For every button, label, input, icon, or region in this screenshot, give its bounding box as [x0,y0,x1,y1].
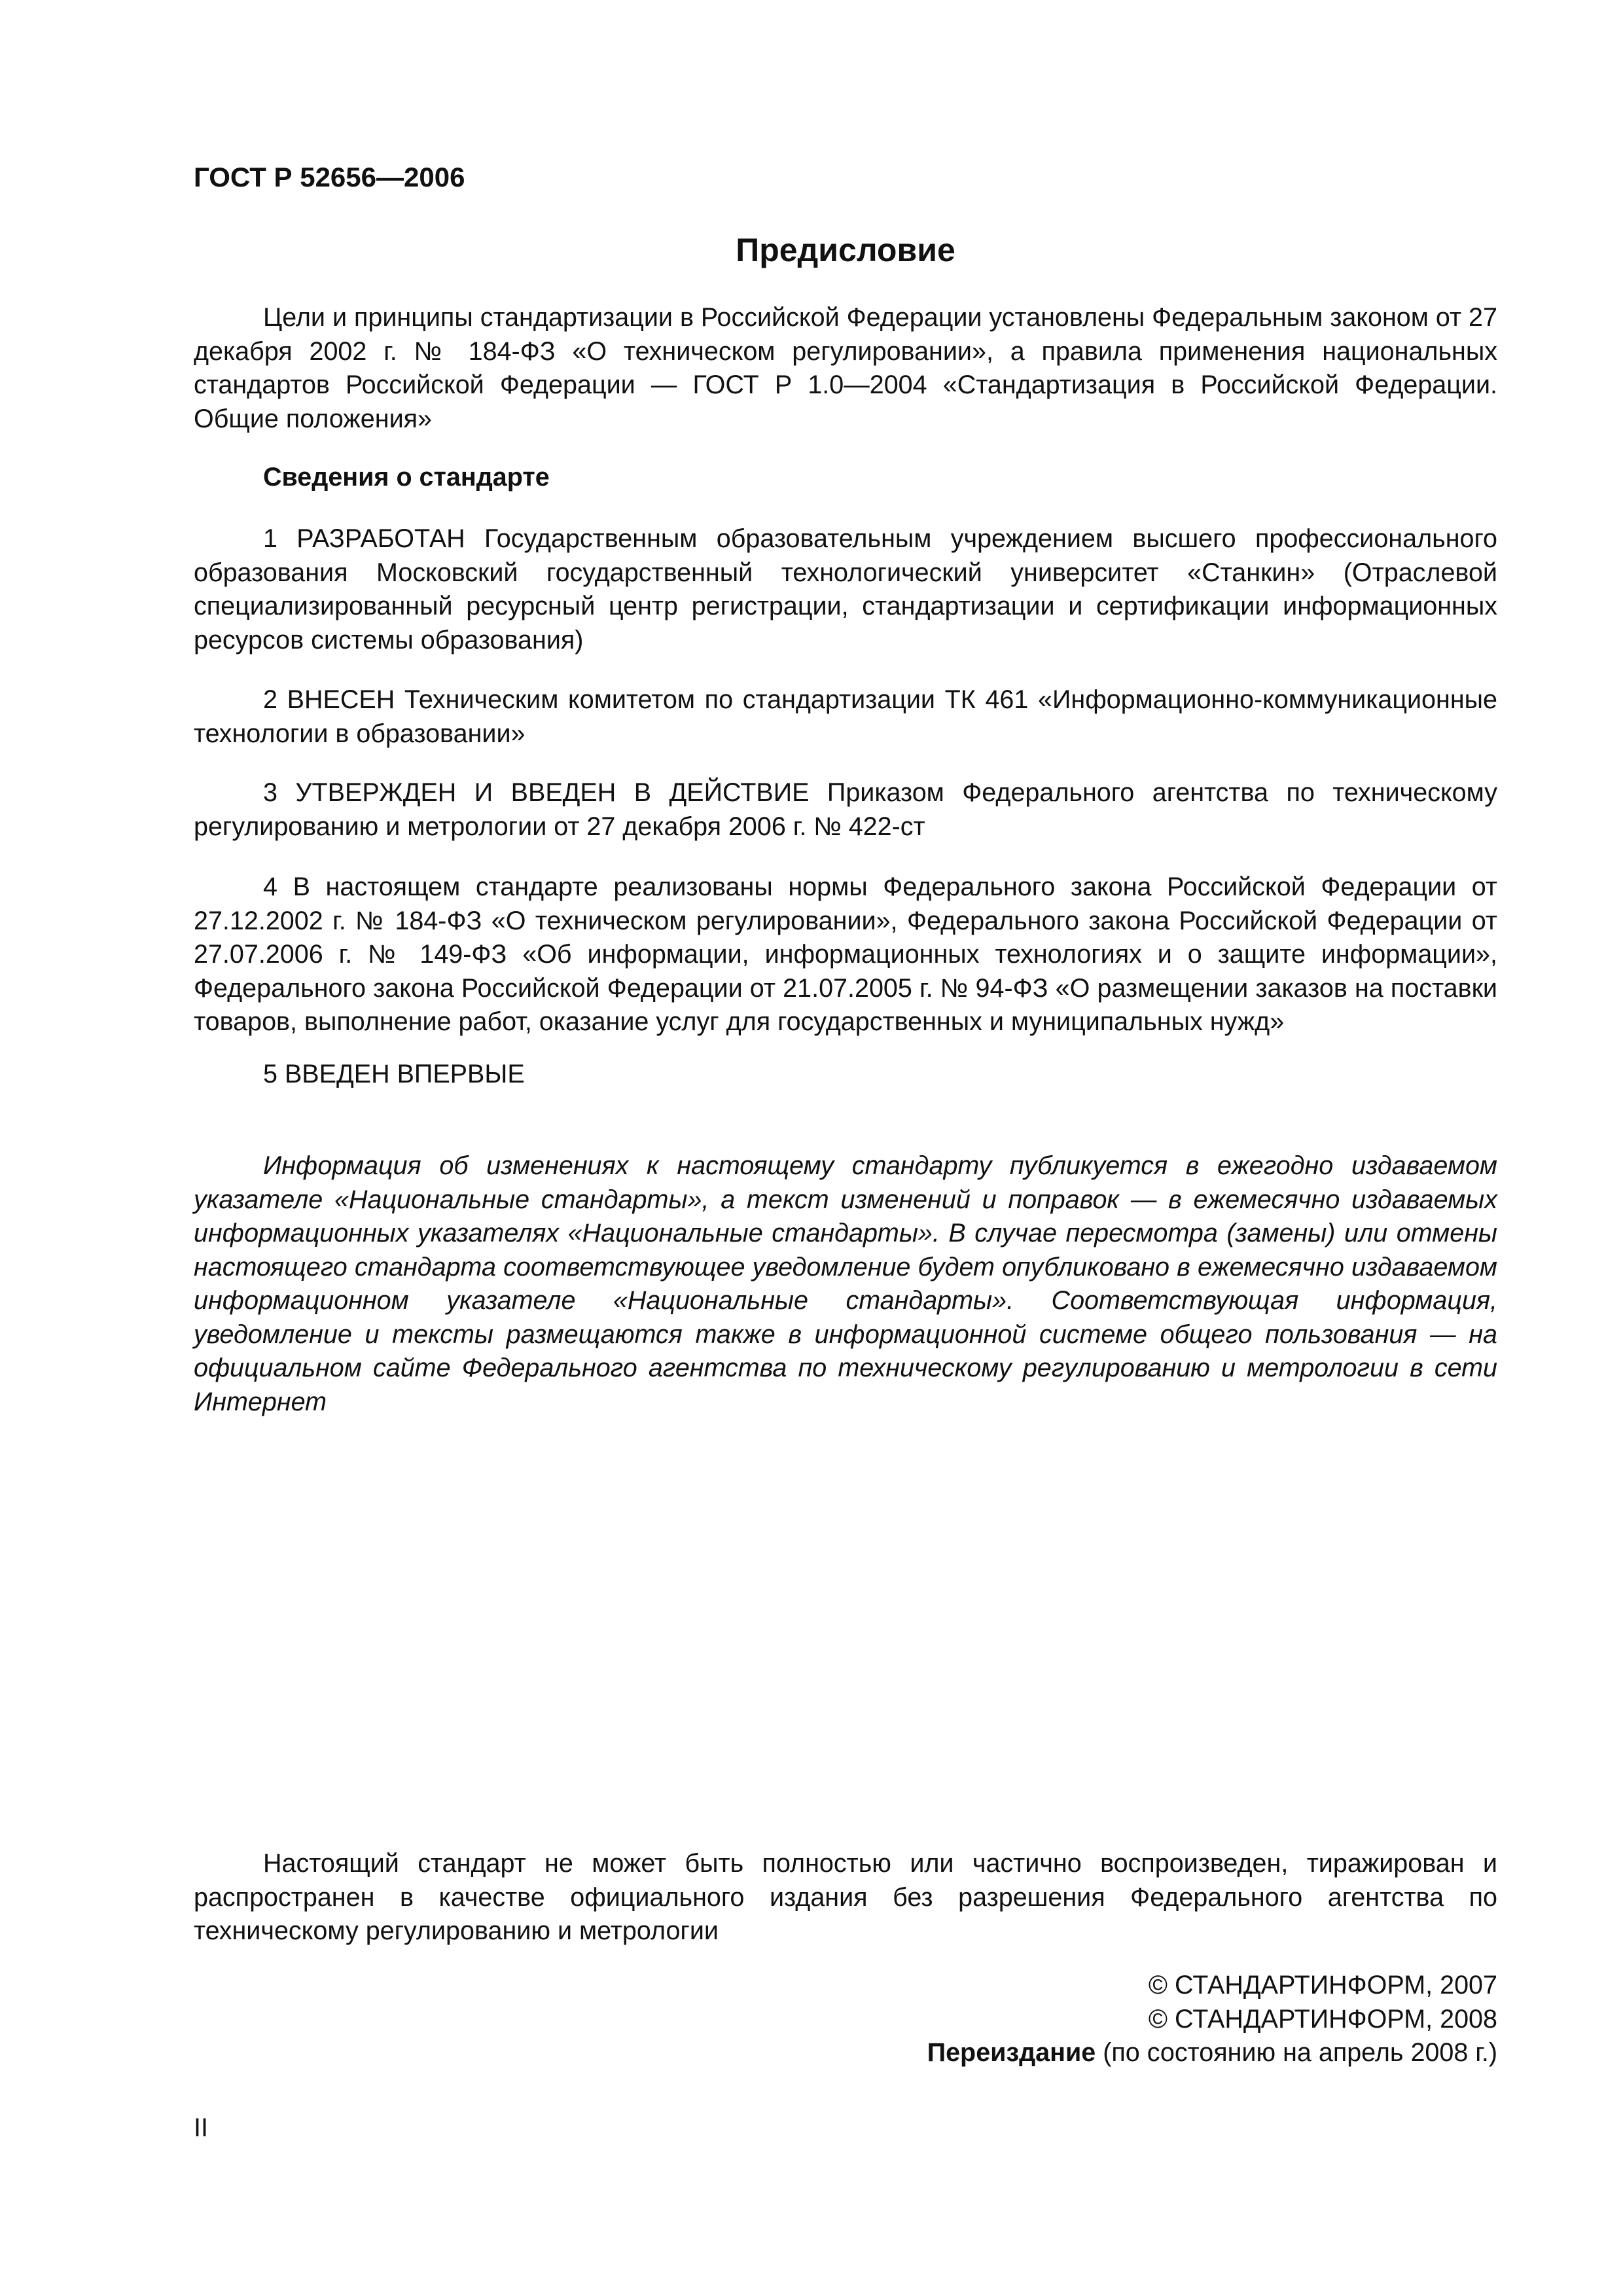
info-item-submitted: 2 ВНЕСЕН Техническим комитетом по стандартизации ТК 461 «Информационно-коммуникационные технологии в образовании» [194,685,1497,748]
preface-intro: Цели и принципы стандартизации в Российской Федерации установлены Федеральным законом от 27 декабря 2002 г. № 184-ФЗ «О техническом регулировании», а правила применения национальных стандартов Российской Федерации — ГОСТ Р 1.0—2004 «Стандартизация в Российской Федерации. Общие положения» [194,303,1497,433]
info-item-approved: 3 УТВЕРЖДЕН И ВВЕДЕН В ДЕЙСТВИЕ Приказом Федерального агентства по техническому регулированию и метрологии от 27 декабря 2006 г. № 422-ст [194,778,1497,841]
reissue-detail: (по состоянию на апрель 2008 г.) [1103,2038,1497,2067]
standard-info-heading: Сведения о стандарте [263,463,550,492]
reissue-line [927,2036,1497,2070]
copyright-line: © СТАНДАРТИНФОРМ, 2007 [1148,1971,1497,2000]
preface-title: Предисловие [736,232,955,268]
copyright-line: © СТАНДАРТИНФОРМ, 2008 [1148,2004,1497,2034]
info-item-first-introduced: 5 ВВЕДЕН ВПЕРВЫЕ [263,1060,525,1088]
reproduction-notice: Настоящий стандарт не может быть полностью или частично воспроизведен, тиражирован и распространен в качестве официального издания без разрешения Федерального агентства по техническому регулированию и метрологии [194,1849,1497,1945]
reissue-label: Переиздание [927,2038,1096,2067]
page-number: II [194,2113,208,2142]
standard-code: ГОСТ Р 52656—2006 [194,162,465,192]
info-item-legal-norms: 4 В настоящем стандарте реализованы нормы Федерального закона Российской Федерации от 27.12.2002 г. № 184-ФЗ «О техническом регулировании», Федерального закона Российской Федерации от 27.07.2006 г. № 149-ФЗ «Об информации, информационных технологиях и о защите информации», Федерального закона Российской Федерации от 21.07.2005 г. № 94-ФЗ «О размещении заказов на поставки товаров, выполнение работ, оказание услуг для государственных и муниципальных нужд» [194,872,1497,1036]
changes-notice: Информация об изменениях к настоящему стандарту публикуется в ежегодно издаваемом указателе «Национальные стандарты», а текст изменений и поправок — в ежемесячно издаваемых информационных указателях «Национальные стандарты». В случае пересмотра (замены) или отмены настоящего стандарта соответствующее уведомление будет опубликовано в ежемесячно издаваемом информационном указателе «Национальные стандарты». Соответствующая информация, уведомление и тексты размещаются также в информационной системе общего пользования — на официальном сайте Федерального агентства по техническому регулированию и метрологии в сети Интернет [194,1151,1497,1416]
info-item-developed: 1 РАЗРАБОТАН Государственным образовательным учреждением высшего профессионального образования Московский государственный технологический университет «Станкин» (Отраслевой специализированный ресурсный центр регистрации, стандартизации и сертификации информационных ресурсов системы образования) [194,524,1497,655]
copyright-block [927,1969,1497,2070]
